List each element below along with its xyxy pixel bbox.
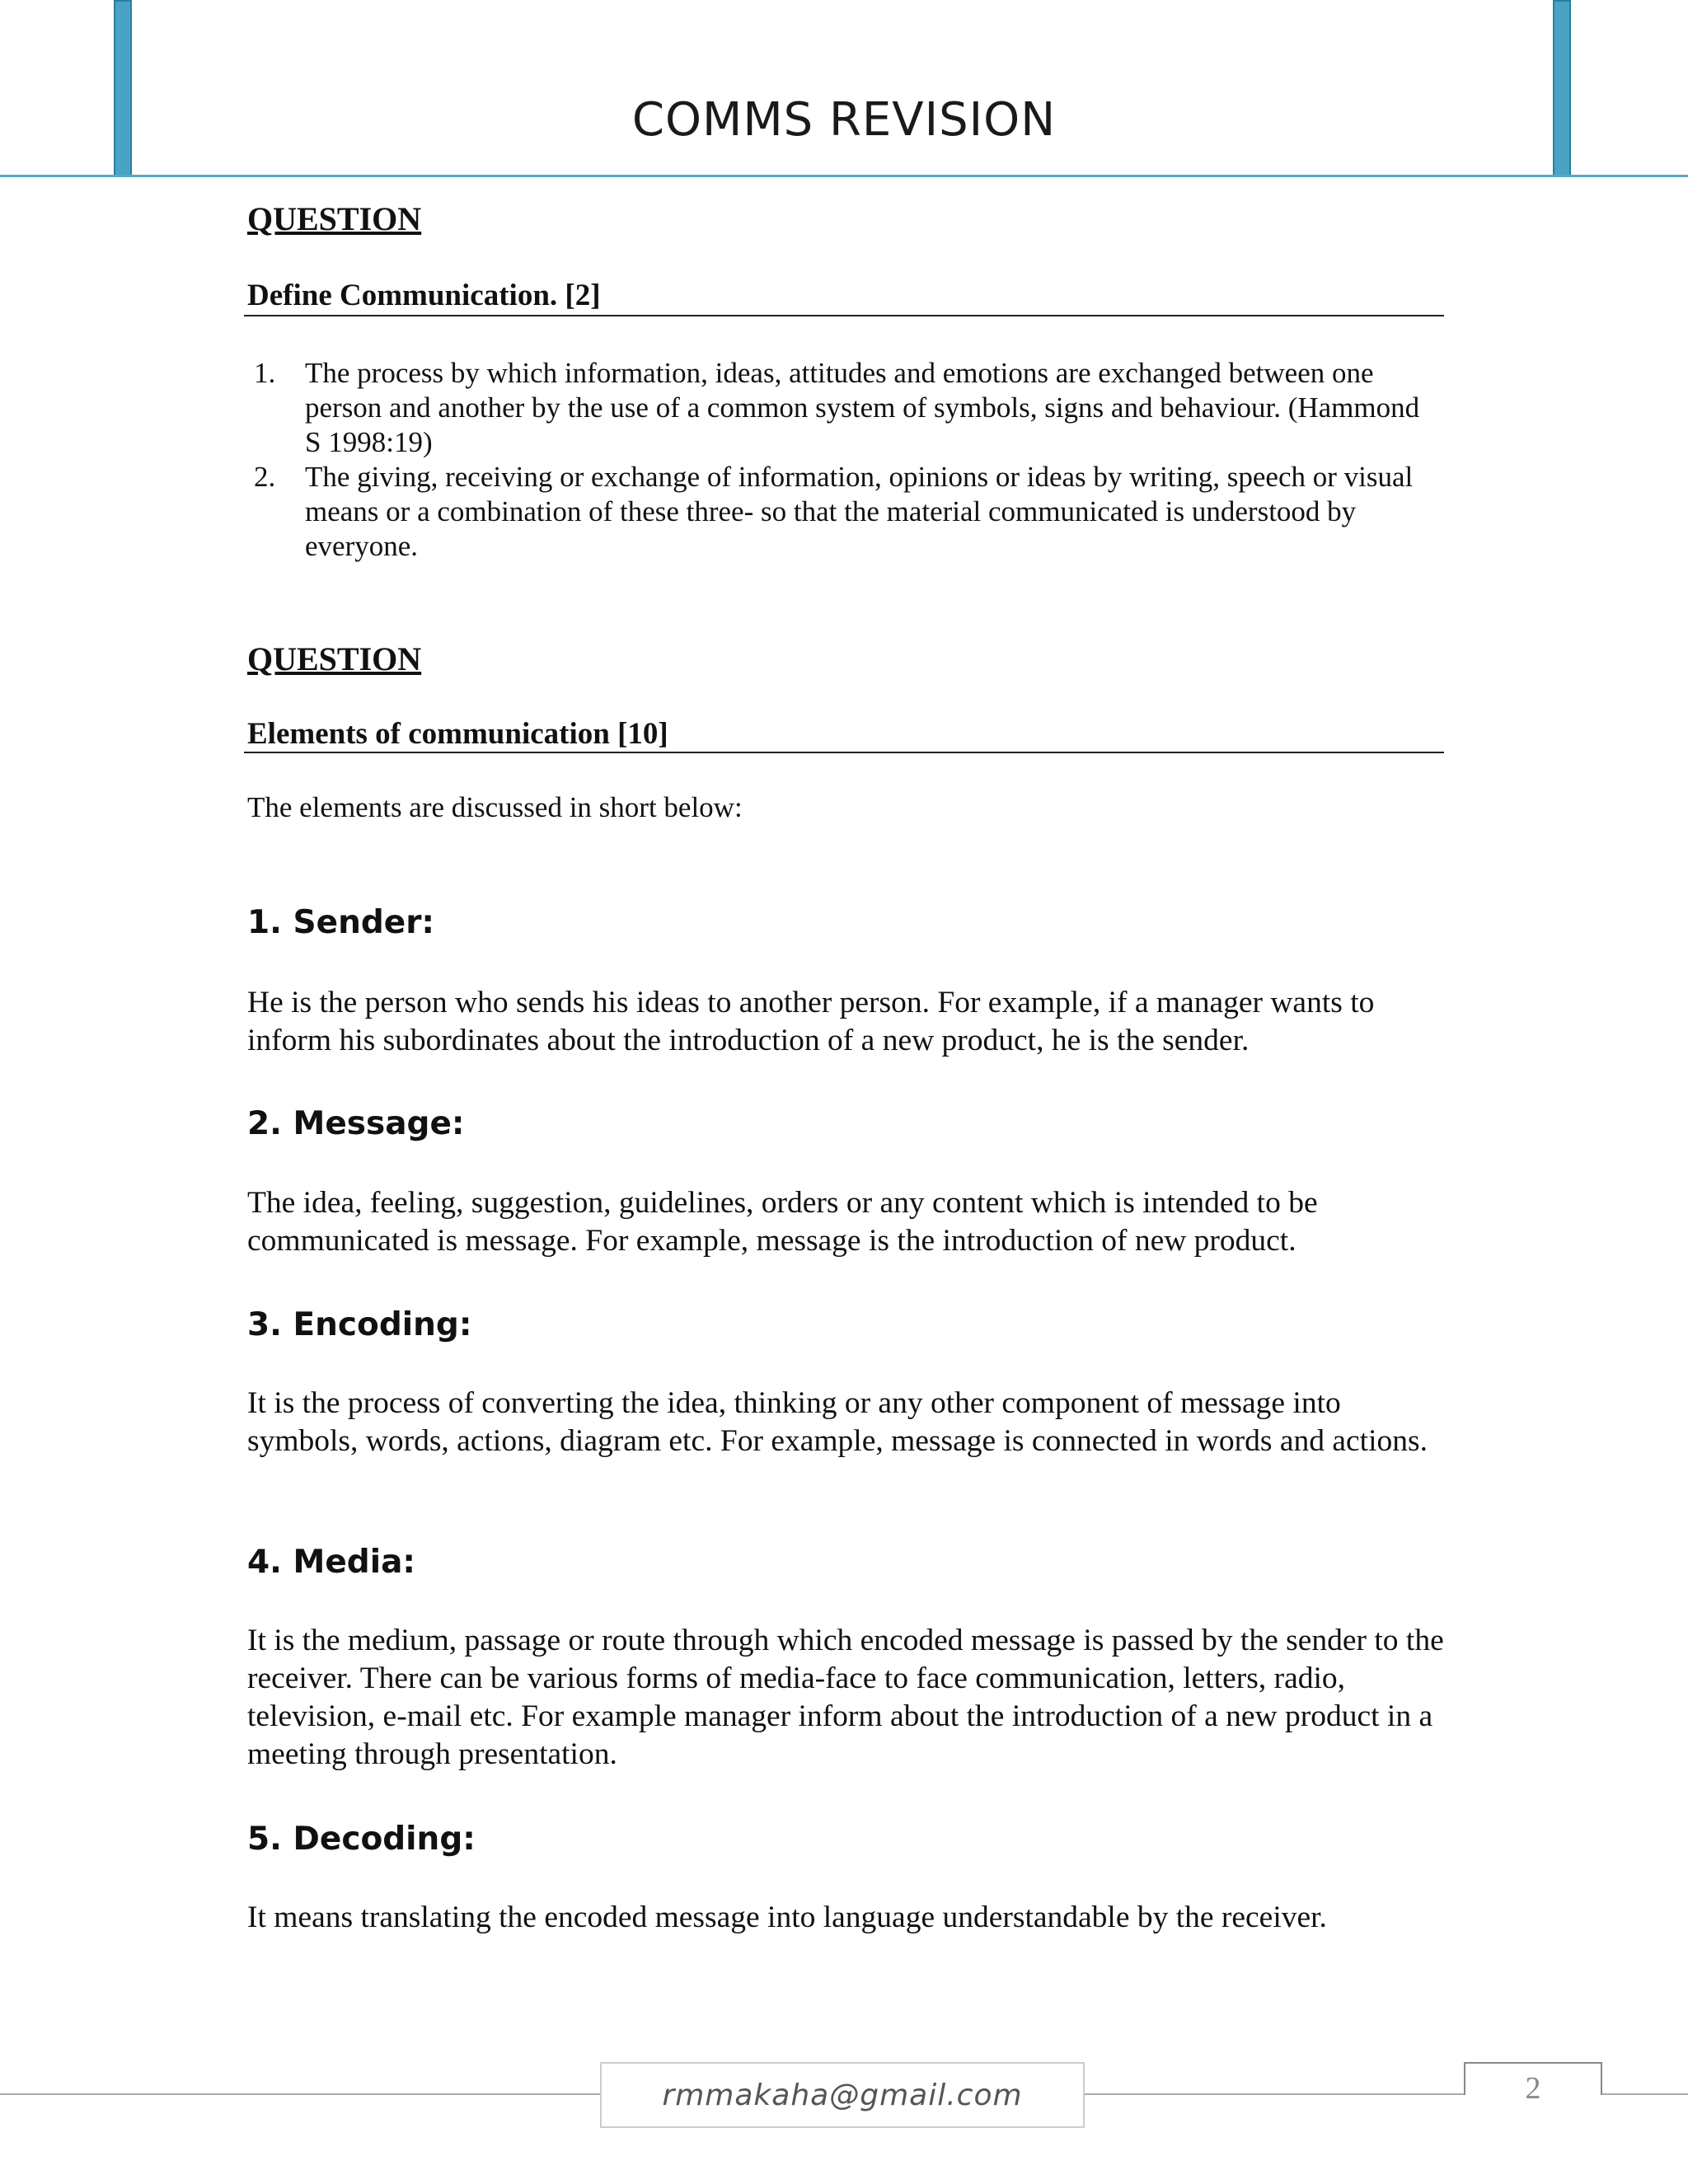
question-2-rule bbox=[244, 752, 1444, 753]
footer-line-middle bbox=[1085, 2093, 1464, 2095]
element-body: It is the process of converting the idea, thinking or any other component of message into symbols, words, actions, diagram etc. For example, message is connected in words and actions. bbox=[247, 1386, 1428, 1458]
question-1-title: Define Communication. [2] bbox=[247, 279, 601, 312]
page-number: 2 bbox=[1525, 2071, 1541, 2106]
definition-item bbox=[247, 356, 1442, 460]
element-heading: 1. Sender: bbox=[247, 904, 435, 941]
elements-intro: The elements are discussed in short below: bbox=[247, 791, 743, 823]
element-heading: 3. Encoding: bbox=[247, 1306, 472, 1343]
footer-line-right bbox=[1602, 2093, 1688, 2095]
question-2-title: Elements of communication [10] bbox=[247, 717, 668, 751]
element-heading: 2. Message: bbox=[247, 1105, 465, 1142]
footer-email-box bbox=[600, 2062, 1085, 2128]
question-1-label: QUESTION bbox=[247, 200, 422, 237]
element-heading: 4. Media: bbox=[247, 1544, 415, 1581]
header-divider bbox=[0, 175, 1688, 177]
element-body: It means translating the encoded message into language understandable by the receiver. bbox=[247, 1900, 1327, 1934]
header-bar-left bbox=[114, 0, 132, 176]
footer-email: rmmakaha@gmail.com bbox=[662, 2078, 1023, 2112]
page-header-title: COMMS REVISION bbox=[631, 93, 1057, 147]
definition-text: The process by which information, ideas, attitudes and emotions are exchanged between one person and another by the use of a common system of symbols, signs and behaviour. (Hammond S 1998:19) bbox=[305, 357, 1420, 458]
definition-number: 2. bbox=[254, 461, 276, 493]
question-2-label: QUESTION bbox=[247, 640, 422, 677]
definition-item bbox=[247, 460, 1442, 564]
element-body: He is the person who sends his ideas to another person. For example, if a manager wants to inform his subordinates about the introduction of a new product, he is the sender. bbox=[247, 986, 1375, 1057]
element-heading: 5. Decoding: bbox=[247, 1821, 476, 1858]
definition-text: The giving, receiving or exchange of information, opinions or ideas by writing, speech or visual means or a combination of these three- so that the material communicated is understood by everyone. bbox=[305, 461, 1414, 562]
element-body: It is the medium, passage or route through which encoded message is passed by the sender to the receiver. There can be various forms of media-face to face communication, letters, radio, television, e-mail etc. For example manager inform about the introduction of a new product in a meeting through presentation. bbox=[247, 1624, 1444, 1771]
footer-line-left bbox=[0, 2093, 602, 2095]
definition-number: 1. bbox=[254, 357, 276, 389]
header-bar-right bbox=[1553, 0, 1571, 176]
element-body: The idea, feeling, suggestion, guidelines, orders or any content which is intended to be communicated is message. For example, message is the introduction of new product. bbox=[247, 1186, 1318, 1258]
definition-list bbox=[247, 356, 1442, 564]
question-1-rule bbox=[244, 315, 1444, 316]
